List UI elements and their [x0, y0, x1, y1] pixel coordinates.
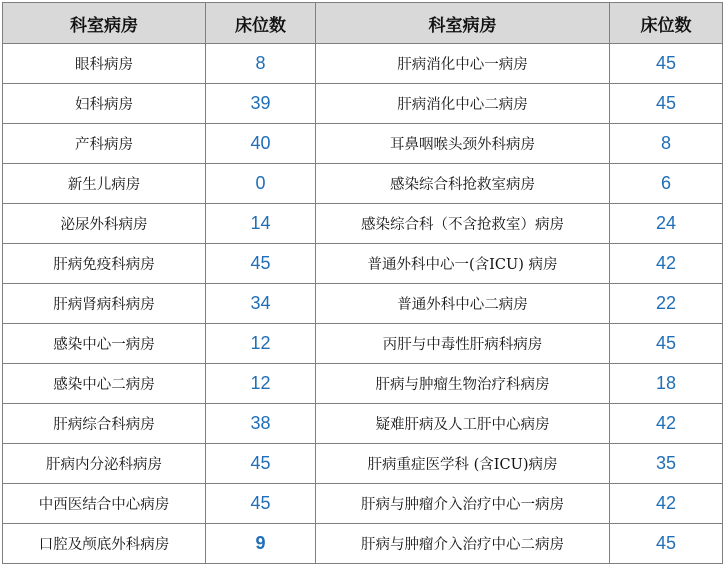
left-department-cell: 感染中心二病房 — [3, 364, 206, 404]
table-row — [3, 84, 723, 124]
table-row — [3, 164, 723, 204]
left-beds-cell: 8 — [206, 44, 316, 84]
right-department-cell: 肝病与肿瘤生物治疗科病房 — [316, 364, 610, 404]
left-beds-cell: 9 — [206, 524, 316, 564]
header-department-left: 科室病房 — [3, 3, 206, 44]
left-department-cell: 新生儿病房 — [3, 164, 206, 204]
right-beds-cell: 45 — [610, 84, 723, 124]
left-beds-cell: 45 — [206, 244, 316, 284]
left-beds-cell: 34 — [206, 284, 316, 324]
table-row — [3, 124, 723, 164]
left-department-cell: 口腔及颅底外科病房 — [3, 524, 206, 564]
right-department-cell: 疑难肝病及人工肝中心病房 — [316, 404, 610, 444]
left-beds-cell: 40 — [206, 124, 316, 164]
table-row — [3, 404, 723, 444]
bed-count-table-wrapper — [2, 2, 722, 564]
right-beds-cell: 22 — [610, 284, 723, 324]
right-department-cell: 肝病与肿瘤介入治疗中心二病房 — [316, 524, 610, 564]
left-department-cell: 产科病房 — [3, 124, 206, 164]
right-beds-cell: 45 — [610, 44, 723, 84]
left-department-cell: 眼科病房 — [3, 44, 206, 84]
right-department-cell: 肝病消化中心一病房 — [316, 44, 610, 84]
header-beds-right: 床位数 — [610, 3, 723, 44]
table-row — [3, 484, 723, 524]
right-department-cell: 肝病重症医学科 (含ICU)病房 — [316, 444, 610, 484]
right-beds-cell: 8 — [610, 124, 723, 164]
header-department-right: 科室病房 — [316, 3, 610, 44]
right-beds-cell: 42 — [610, 244, 723, 284]
right-beds-cell: 42 — [610, 404, 723, 444]
bed-count-table — [2, 2, 723, 564]
table-row — [3, 364, 723, 404]
left-beds-cell: 0 — [206, 164, 316, 204]
left-department-cell: 感染中心一病房 — [3, 324, 206, 364]
right-beds-cell: 18 — [610, 364, 723, 404]
left-department-cell: 肝病免疫科病房 — [3, 244, 206, 284]
table-row — [3, 324, 723, 364]
left-department-cell: 泌尿外科病房 — [3, 204, 206, 244]
left-beds-cell: 14 — [206, 204, 316, 244]
left-department-cell: 中西医结合中心病房 — [3, 484, 206, 524]
right-department-cell: 肝病消化中心二病房 — [316, 84, 610, 124]
right-beds-cell: 35 — [610, 444, 723, 484]
right-department-cell: 肝病与肿瘤介入治疗中心一病房 — [316, 484, 610, 524]
table-row — [3, 44, 723, 84]
table-row — [3, 204, 723, 244]
header-beds-left: 床位数 — [206, 3, 316, 44]
right-department-cell: 普通外科中心一(含ICU) 病房 — [316, 244, 610, 284]
left-department-cell: 肝病肾病科病房 — [3, 284, 206, 324]
right-beds-cell: 45 — [610, 324, 723, 364]
right-department-cell: 感染综合科抢救室病房 — [316, 164, 610, 204]
left-beds-cell: 38 — [206, 404, 316, 444]
table-row — [3, 524, 723, 564]
right-department-cell: 普通外科中心二病房 — [316, 284, 610, 324]
left-beds-cell: 12 — [206, 364, 316, 404]
right-beds-cell: 42 — [610, 484, 723, 524]
left-beds-cell: 12 — [206, 324, 316, 364]
table-row — [3, 244, 723, 284]
left-department-cell: 妇科病房 — [3, 84, 206, 124]
left-department-cell: 肝病内分泌科病房 — [3, 444, 206, 484]
table-row — [3, 284, 723, 324]
left-beds-cell: 45 — [206, 444, 316, 484]
table-row — [3, 444, 723, 484]
right-department-cell: 感染综合科（不含抢救室）病房 — [316, 204, 610, 244]
right-beds-cell: 6 — [610, 164, 723, 204]
left-beds-cell: 45 — [206, 484, 316, 524]
right-beds-cell: 24 — [610, 204, 723, 244]
right-department-cell: 丙肝与中毒性肝病科病房 — [316, 324, 610, 364]
header-row — [3, 3, 723, 44]
right-department-cell: 耳鼻咽喉头颈外科病房 — [316, 124, 610, 164]
left-beds-cell: 39 — [206, 84, 316, 124]
right-beds-cell: 45 — [610, 524, 723, 564]
left-department-cell: 肝病综合科病房 — [3, 404, 206, 444]
